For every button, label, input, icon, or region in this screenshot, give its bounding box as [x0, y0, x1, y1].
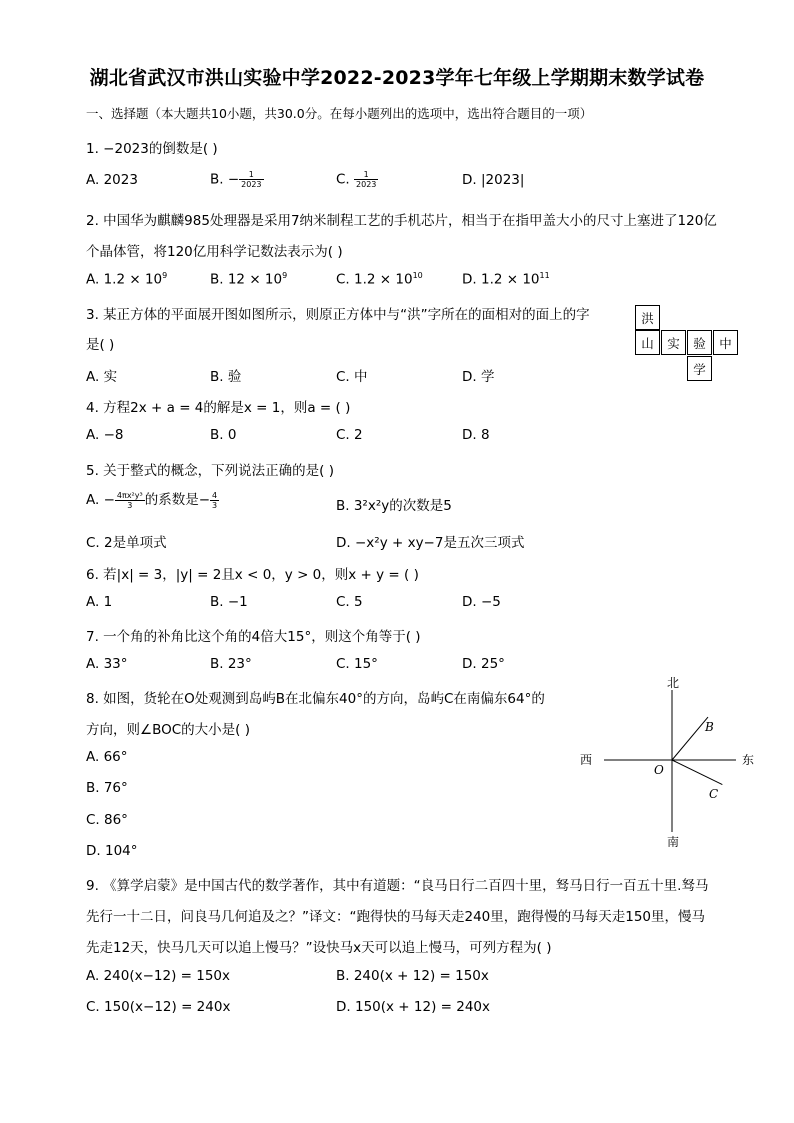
- q3-option-a[interactable]: A. 实: [86, 369, 118, 385]
- q9-option-c[interactable]: C. 150(x−12) = 240x: [86, 999, 231, 1015]
- q8-option-a[interactable]: A. 66°: [86, 749, 128, 765]
- q7-option-d[interactable]: D. 25°: [462, 656, 505, 672]
- q2-option-c[interactable]: [336, 271, 423, 288]
- q6-option-d[interactable]: D. −5: [462, 594, 501, 610]
- q9-option-b[interactable]: B. 240(x + 12) = 150x: [336, 968, 489, 984]
- label-west: 西: [580, 753, 593, 767]
- question-9-line2: 先行一十二日，问良马几何追及之？”译文：“跑得快的马每天走240里，跑得慢的马每天走150里，慢马: [86, 909, 706, 925]
- q8-option-d[interactable]: D. 104°: [86, 843, 138, 859]
- q4-option-a[interactable]: A. −8: [86, 427, 124, 443]
- question-3-line2: 是( ): [86, 337, 115, 353]
- q5-option-c[interactable]: C. 2是单项式: [86, 535, 167, 551]
- q4-option-d[interactable]: D. 8: [462, 427, 490, 443]
- q1-option-b[interactable]: [210, 170, 264, 189]
- q5-option-b[interactable]: B. 3²x²y的次数是5: [336, 498, 452, 514]
- page-title: 湖北省武汉市洪山实验中学2022-2023学年七年级上学期期末数学试卷: [89, 67, 705, 89]
- q5-a-denominator: 3: [127, 500, 133, 510]
- q8-option-b[interactable]: B. 76°: [86, 780, 128, 796]
- q9-option-a[interactable]: A. 240(x−12) = 150x: [86, 968, 231, 984]
- question-9-line1: 9. 《算学启蒙》是中国古代的数学著作，其中有道题：“良马日行二百四十里，驽马日行一百五十里.驽马: [86, 878, 709, 894]
- q1-option-d[interactable]: D. |2023|: [462, 172, 525, 188]
- question-8-line1: 8. 如图，货轮在O处观测到岛屿B在北偏东40°的方向，岛屿C在南偏东64°的: [86, 691, 545, 707]
- question-6-stem: 6. 若|x| = 3，|y| = 2且x < 0，y > 0，则x + y = ( ): [86, 567, 419, 583]
- q2-a-exponent: 9: [162, 271, 168, 280]
- q5-option-d[interactable]: D. −x²y + xy−7是五次三项式: [336, 535, 525, 551]
- q1-option-b-fraction: [239, 170, 263, 189]
- q5-a-fraction-2: [210, 491, 219, 510]
- question-5-stem: 5. 关于整式的概念，下列说法正确的是( ): [86, 463, 334, 479]
- q8-option-c[interactable]: C. 86°: [86, 812, 128, 828]
- q2-c-base: C. 1.2 × 10: [336, 271, 413, 288]
- q1-option-c-prefix: C.: [336, 171, 355, 188]
- net-cell-hong: 洪: [635, 305, 660, 330]
- q1-option-b-prefix: B. −: [210, 171, 240, 188]
- question-2-line1: 2. 中国华为麒麟985处理器是采用7纳米制程工艺的手机芯片，相当于在指甲盖大小的尺寸上塞进了120亿: [86, 213, 717, 229]
- question-2-line2: 个晶体管，将120亿用科学记数法表示为( ): [86, 244, 343, 260]
- q7-option-a[interactable]: A. 33°: [86, 656, 128, 672]
- ray-oc: [672, 760, 722, 785]
- q4-option-c[interactable]: C. 2: [336, 427, 363, 443]
- label-o: O: [654, 763, 664, 777]
- q6-option-c[interactable]: C. 5: [336, 594, 363, 610]
- q3-option-b[interactable]: B. 验: [210, 369, 242, 385]
- question-4-stem: 4. 方程2x + a = 4的解是x = 1，则a = ( ): [86, 400, 351, 416]
- compass-diagram: [574, 670, 764, 860]
- q5-a-numerator: 4πx²y³: [116, 490, 143, 500]
- q5-a-denominator-2: 3: [212, 500, 218, 510]
- question-1-stem: 1. −2023的倒数是( ): [86, 141, 218, 157]
- label-b: B: [705, 720, 714, 734]
- label-east: 东: [742, 753, 755, 767]
- net-cell-zhong: 中: [713, 330, 738, 355]
- question-3-line1: 3. 某正方体的平面展开图如图所示，则原正方体中与“洪”字所在的面相对的面上的字: [86, 307, 590, 323]
- question-9-line3: 先走12天，快马几天可以追上慢马？”设快马x天可以追上慢马，可列方程为( ): [86, 940, 552, 956]
- q3-option-d[interactable]: D. 学: [462, 369, 495, 385]
- q5-a-middle: 的系数是−: [144, 492, 211, 508]
- net-cell-shan: 山: [635, 330, 660, 355]
- q5-option-a[interactable]: [86, 488, 219, 510]
- label-north: 北: [667, 676, 680, 690]
- q2-b-base: B. 12 × 10: [210, 271, 283, 288]
- ray-ob: [672, 717, 708, 760]
- net-cell-yan: 验: [687, 330, 712, 355]
- q2-option-d[interactable]: [462, 271, 550, 288]
- q9-option-d[interactable]: D. 150(x + 12) = 240x: [336, 999, 490, 1015]
- q7-option-c[interactable]: C. 15°: [336, 656, 378, 672]
- q4-option-b[interactable]: B. 0: [210, 427, 237, 443]
- question-7-stem: 7. 一个角的补角比这个角的4倍大15°，则这个角等于( ): [86, 629, 421, 645]
- label-south: 南: [667, 835, 680, 849]
- q1-b-denominator: 2023: [241, 180, 262, 189]
- q2-option-b[interactable]: [210, 271, 287, 288]
- q2-d-base: D. 1.2 × 10: [462, 271, 540, 288]
- net-cell-shi: 实: [661, 330, 686, 355]
- q5-a-prefix: A. −: [86, 492, 115, 508]
- q5-a-fraction: [115, 491, 145, 510]
- label-c: C: [709, 787, 719, 801]
- q6-option-b[interactable]: B. −1: [210, 594, 248, 610]
- q2-d-exponent: 11: [539, 271, 550, 280]
- q2-a-base: A. 1.2 × 10: [86, 271, 163, 288]
- q1-option-c-fraction: [354, 170, 378, 189]
- net-cell-xue: 学: [687, 356, 712, 381]
- q1-option-a[interactable]: A. 2023: [86, 172, 138, 188]
- q2-b-exponent: 9: [282, 271, 288, 280]
- q1-c-denominator: 2023: [356, 180, 377, 189]
- q1-c-numerator: 1: [354, 170, 378, 180]
- q2-c-exponent: 10: [412, 271, 423, 280]
- q3-option-c[interactable]: C. 中: [336, 369, 368, 385]
- q1-option-c[interactable]: [336, 170, 378, 189]
- q1-b-numerator: 1: [239, 170, 263, 180]
- q6-option-a[interactable]: A. 1: [86, 594, 113, 610]
- cube-net-figure: [635, 305, 739, 383]
- question-8-line2: 方向，则∠BOC的大小是( ): [86, 722, 251, 738]
- q5-a-numerator-2: 4: [212, 490, 218, 500]
- q7-option-b[interactable]: B. 23°: [210, 656, 252, 672]
- section-heading: 一、选择题（本大题共10小题，共30.0分。在每小题列出的选项中，选出符合题目的一项）: [86, 106, 593, 121]
- q2-option-a[interactable]: [86, 271, 167, 288]
